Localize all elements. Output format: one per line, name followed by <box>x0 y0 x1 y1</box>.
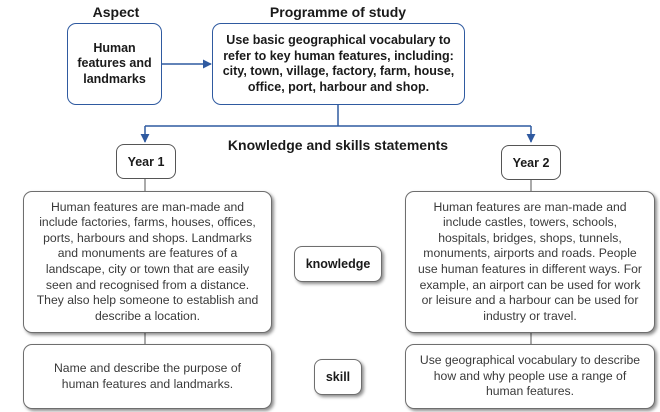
aspect-heading: Aspect <box>92 4 140 20</box>
skill-tag-label: skill <box>325 370 351 384</box>
year1-label-box <box>116 144 176 179</box>
year1-knowledge-text: Human features are man-made and include factories, farms, houses, offices, ports, harbours and shops. Landmarks and monuments are features of a landscape, city or town that are easily seen and recognised from a distance. They also help someone to establish and describe a location. <box>36 199 259 323</box>
year1-skill-box <box>23 344 272 409</box>
year1-knowledge-box <box>23 191 272 333</box>
aspect-box <box>67 23 162 105</box>
knowledge-tag-label: knowledge <box>305 257 371 271</box>
programme-box <box>212 23 465 105</box>
year1-skill-text: Name and describe the purpose of human features and landmarks. <box>54 360 241 391</box>
year2-label: Year 2 <box>512 155 550 170</box>
knowledge-tag <box>294 246 382 282</box>
year2-knowledge-text: Human features are man-made and include castles, towers, schools, hospitals, bridges, shops, tunnels, monuments, airports and roads. People use human features in different ways. For example, an airport can be used for work or leisure and a harbour can be used for industry or travel. <box>417 199 642 323</box>
knowledge-skills-heading: Knowledge and skills statements <box>227 137 449 153</box>
skill-tag <box>314 359 362 395</box>
year2-skill-box <box>405 344 655 409</box>
year2-knowledge-box <box>405 191 655 333</box>
programme-box-text: Use basic geographical vocabulary to refer to key human features, including: city, town, village, factory, farm, house, office, port, harbour and shop. <box>222 33 455 94</box>
programme-heading: Programme of study <box>269 4 407 20</box>
year2-skill-text: Use geographical vocabulary to describe how and why people use a range of human features. <box>419 353 641 399</box>
year2-label-box <box>501 145 561 180</box>
year1-label: Year 1 <box>127 154 165 169</box>
aspect-box-text: Human features and landmarks <box>77 40 152 86</box>
